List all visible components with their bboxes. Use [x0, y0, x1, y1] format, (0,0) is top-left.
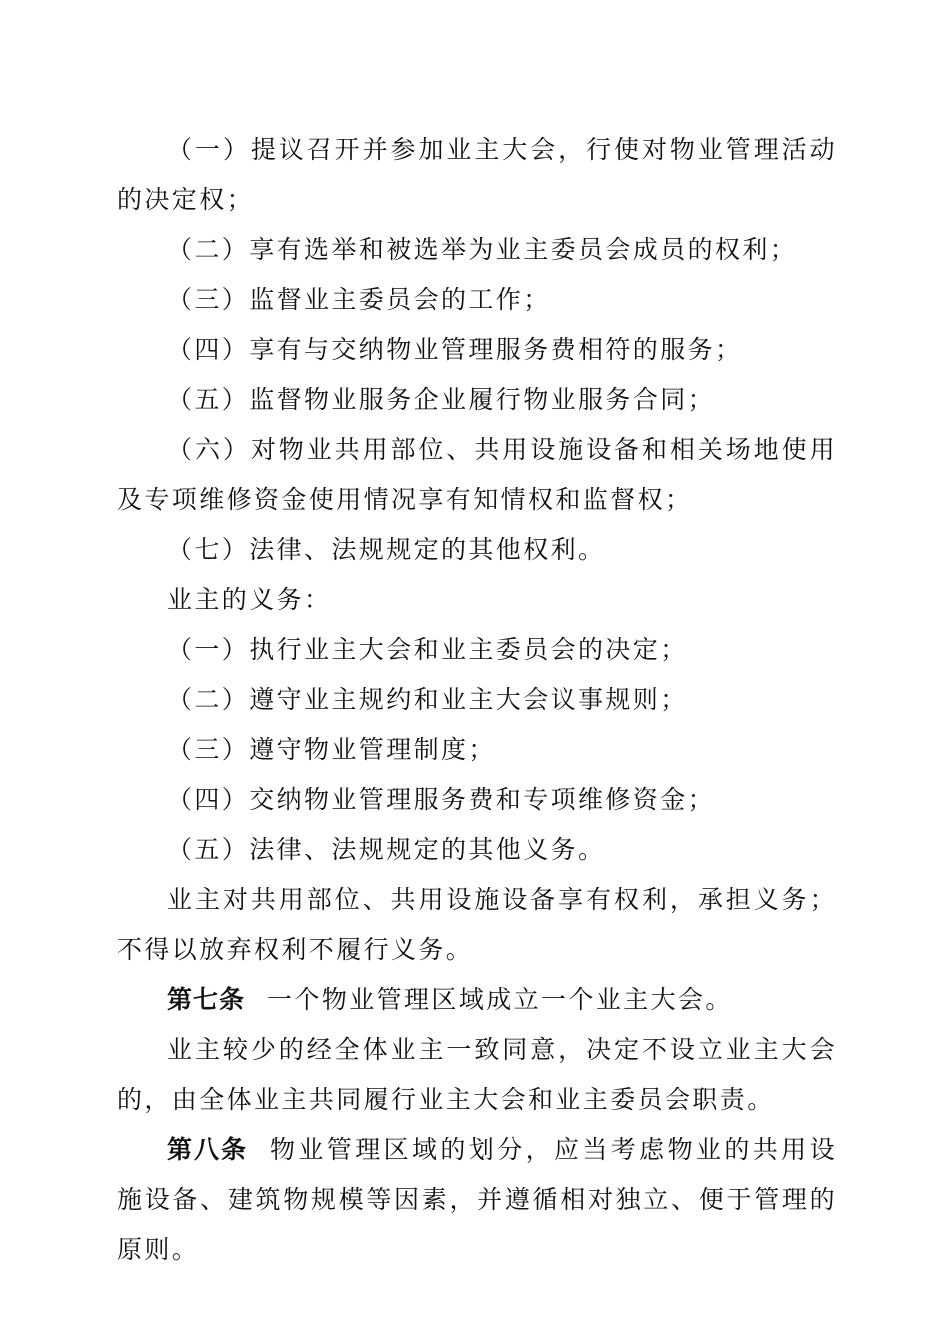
- paragraph-obligation-2: [117, 675, 837, 725]
- paragraph-right-4: [117, 325, 837, 375]
- paragraph-obligation-5: [117, 825, 837, 875]
- paragraph-text: 物业管理区域的划分，应当考虑物业的共用设施设备、建筑物规模等因素，并遵循相对独立、便于管理的原则。: [117, 1135, 837, 1264]
- paragraph-text: 一个物业管理区域成立一个业主大会。: [267, 985, 733, 1014]
- document-body: [117, 125, 837, 1275]
- paragraph-article-7-detail: [117, 1025, 837, 1125]
- paragraph-text: （二）享有选举和被选举为业主委员会成员的权利；: [167, 235, 798, 264]
- paragraph-text: （四）享有与交纳物业管理服务费相符的服务；: [167, 335, 743, 364]
- article-number: 第八条: [167, 1135, 248, 1164]
- paragraph-text: （三）遵守物业管理制度；: [167, 735, 496, 764]
- paragraph-text: （一）执行业主大会和业主委员会的决定；: [167, 635, 688, 664]
- paragraph-text: （四）交纳物业管理服务费和专项维修资金；: [167, 785, 716, 814]
- paragraph-text: （五）法律、法规规定的其他义务。: [167, 835, 606, 864]
- paragraph-right-7: [117, 525, 837, 575]
- paragraph-article-7: [117, 975, 837, 1025]
- paragraph-right-1: [117, 125, 837, 225]
- paragraph-right-6: [117, 425, 837, 525]
- paragraph-obligation-3: [117, 725, 837, 775]
- paragraph-text: （三）监督业主委员会的工作；: [167, 285, 551, 314]
- paragraph-text: （二）遵守业主规约和业主大会议事规则；: [167, 685, 688, 714]
- paragraph-obligations-heading: [117, 575, 837, 625]
- paragraph-text: 业主的义务：: [167, 585, 332, 614]
- paragraph-text: （六）对物业共用部位、共用设施设备和相关场地使用及专项维修资金使用情况享有知情权和监督权；: [117, 435, 837, 514]
- paragraph-obligation-1: [117, 625, 837, 675]
- paragraph-common-parts: [117, 875, 837, 975]
- paragraph-text: 业主较少的经全体业主一致同意，决定不设立业主大会的，由全体业主共同履行业主大会和业主委员会职责。: [117, 1035, 837, 1114]
- paragraph-right-3: [117, 275, 837, 325]
- paragraph-right-5: [117, 375, 837, 425]
- paragraph-obligation-4: [117, 775, 837, 825]
- paragraph-text: （一）提议召开并参加业主大会，行使对物业管理活动的决定权；: [117, 135, 837, 214]
- article-number: 第七条: [167, 985, 246, 1014]
- paragraph-text: （五）监督物业服务企业履行物业服务合同；: [167, 385, 716, 414]
- paragraph-right-2: [117, 225, 837, 275]
- paragraph-text: 业主对共用部位、共用设施设备享有权利，承担义务；不得以放弃权利不履行义务。: [117, 885, 837, 964]
- paragraph-article-8: [117, 1125, 837, 1275]
- paragraph-text: （七）法律、法规规定的其他权利。: [167, 535, 606, 564]
